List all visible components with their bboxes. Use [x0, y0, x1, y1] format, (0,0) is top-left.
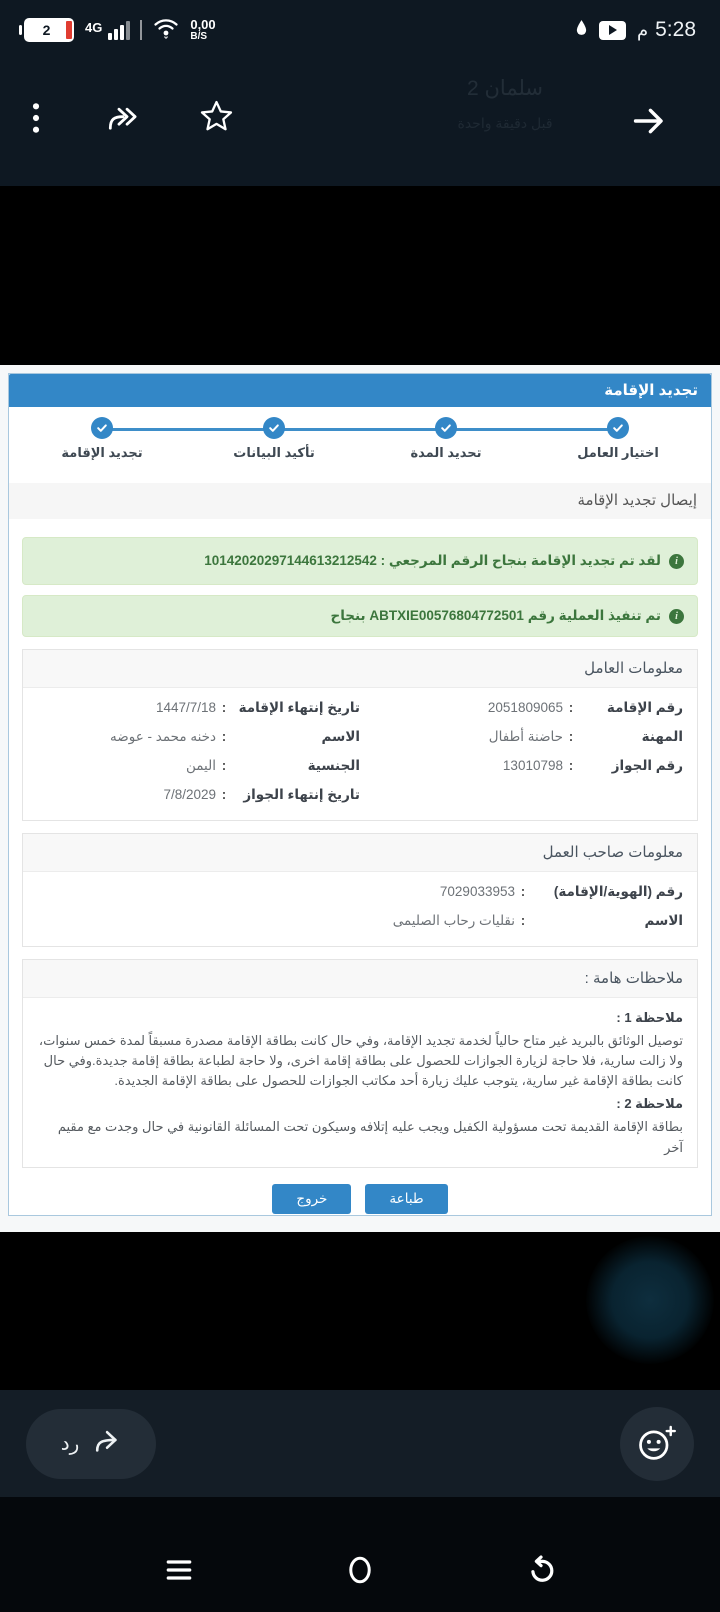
battery-cap [19, 25, 22, 35]
step-confirm-data [219, 411, 329, 461]
note-2-text: بطاقة الإقامة القديمة تحت مسؤولية الكفيل ويجب عليه إتلافه وسيكون تحت المسائلة القانونية في حال وجدت مع مقيم آخر [57, 1119, 683, 1155]
star-icon[interactable] [198, 98, 235, 135]
step-label: اختيار العامل [577, 445, 659, 460]
field-worker-name: الاسم : دخنه محمد - عوضه [110, 729, 360, 744]
time-meridiem: م [636, 19, 649, 40]
field-nationality: الجنسية : اليمن [185, 758, 360, 773]
info-icon: i [669, 609, 684, 624]
recent-apps-icon[interactable] [161, 1552, 197, 1588]
reply-label: رد [60, 1433, 80, 1455]
battery-percent: 2 [42, 22, 51, 38]
image-timestamp: قبل دقيقة واحدة [457, 115, 553, 131]
step-choose-worker [563, 411, 673, 461]
step-label: تأكيد البيانات [233, 445, 315, 460]
note-1-text: توصيل الوثائق بالبريد غير متاح حالياً لخدمة تجديد الإقامة، وفي حال كانت بطاقة الإقامة مصدرة مسبقاً لمدة خمس سنوات، ولا زالت سارية، فلا حاجة لزيارة الجوازات للحصول على بطاقة إقامة اخرى، ولا حاجة لطباعة بطاقة إقامة جديدة.وفي حال كانت بطاقة الإقامة غير سارية، يتوجب عليك زيارة أحد مكاتب الجوازات للحصول على بطاقة الإقامة الجديدة. [38, 1033, 683, 1089]
print-button[interactable]: طباعة [365, 1184, 447, 1214]
battery-icon [24, 18, 74, 42]
youtube-icon [599, 21, 626, 40]
signal-divider [140, 20, 142, 40]
status-time [637, 18, 696, 42]
worker-col-ids [360, 700, 683, 816]
data-rate-unit: B/S [190, 30, 208, 42]
page-title-bar: تجديد الإقامة [9, 374, 711, 407]
viewer-top-chrome [0, 0, 720, 186]
home-icon[interactable] [342, 1552, 378, 1588]
alert-text: تم تنفيذ العملية رقم ABTXIE00576804772501 بنجاح [330, 608, 661, 623]
exit-button[interactable]: خروج [272, 1184, 351, 1214]
nav-back-icon[interactable] [523, 1552, 559, 1588]
reply-bar [0, 1390, 720, 1497]
notes-title: ملاحظات هامة : [23, 960, 697, 998]
employer-info-card [22, 833, 698, 947]
field-iqama-expiry: تاريخ إنتهاء الإقامة : 1447/7/18 [155, 700, 360, 715]
info-icon: i [669, 554, 684, 569]
field-passport-number: رقم الجواز : 13010798 [502, 758, 683, 773]
status-left-cluster [24, 16, 216, 44]
note-2-heading: ملاحظة 2 : [616, 1096, 683, 1112]
cell-signal-icon [85, 20, 142, 40]
page-actions [9, 1184, 711, 1214]
forward-icon[interactable] [103, 104, 143, 134]
time-value: 5:28 [655, 18, 696, 41]
reply-arrow-icon [89, 1428, 121, 1460]
success-alert-reference [22, 537, 698, 585]
emoji-plus-icon [636, 1424, 678, 1463]
status-bar [0, 10, 720, 50]
step-renew-residence [47, 411, 157, 461]
water-drop-icon [575, 19, 588, 41]
battery-level-bar [66, 21, 72, 39]
worker-info-card [22, 649, 698, 821]
shared-screenshot-image [0, 365, 720, 1232]
field-employer-name: الاسم : نقليات رحاب الصليمى [392, 913, 683, 928]
signal-bars-icon [108, 20, 130, 40]
data-rate-value: 0,00 [190, 16, 216, 32]
field-employer-id: رقم (الهوية/الإقامة) : 7029033953 [439, 884, 683, 899]
back-arrow-icon[interactable] [630, 104, 668, 138]
viewer-toolbar [0, 56, 720, 186]
screen-glow-spot [586, 1236, 714, 1364]
android-nav-bar [0, 1497, 720, 1612]
viewer-header-fading [415, 76, 595, 132]
worker-col-details [37, 700, 360, 816]
important-notes-card [22, 959, 698, 1168]
success-alert-operation [22, 595, 698, 637]
alert-text: لقد تم تجديد الإقامة بنجاح الرقم المرجعي : 10142020297144613212542 [204, 553, 661, 568]
employer-info-title: معلومات صاحب العمل [23, 834, 697, 872]
worker-info-title: معلومات العامل [23, 650, 697, 688]
step-label: تحديد المدة [410, 445, 482, 460]
receipt-section-title: إيصال تجديد الإقامة [9, 483, 711, 519]
wifi-icon [153, 16, 179, 44]
add-emoji-button[interactable] [620, 1407, 694, 1481]
residence-renewal-page [8, 373, 712, 1216]
reply-button[interactable] [26, 1409, 156, 1479]
status-right-cluster [575, 18, 696, 42]
check-circle-icon [607, 417, 629, 439]
check-circle-icon [91, 417, 113, 439]
field-profession: المهنة : حاضنة أطفال [488, 729, 683, 744]
data-rate-indicator [190, 18, 215, 42]
check-circle-icon [435, 417, 457, 439]
progress-stepper [9, 411, 711, 473]
overflow-menu-icon[interactable] [32, 102, 40, 134]
step-set-duration [391, 411, 501, 461]
field-passport-expiry: تاريخ إنتهاء الجواز : 7/8/2029 [163, 787, 360, 802]
check-circle-icon [263, 417, 285, 439]
step-label: تجديد الإقامة [61, 445, 143, 460]
note-1-heading: ملاحظة 1 : [616, 1010, 683, 1025]
network-type-label: 4G [85, 20, 103, 35]
contact-name: سلمان 2 [466, 77, 544, 100]
field-iqama-number: رقم الإقامة : 2051809065 [487, 700, 683, 715]
